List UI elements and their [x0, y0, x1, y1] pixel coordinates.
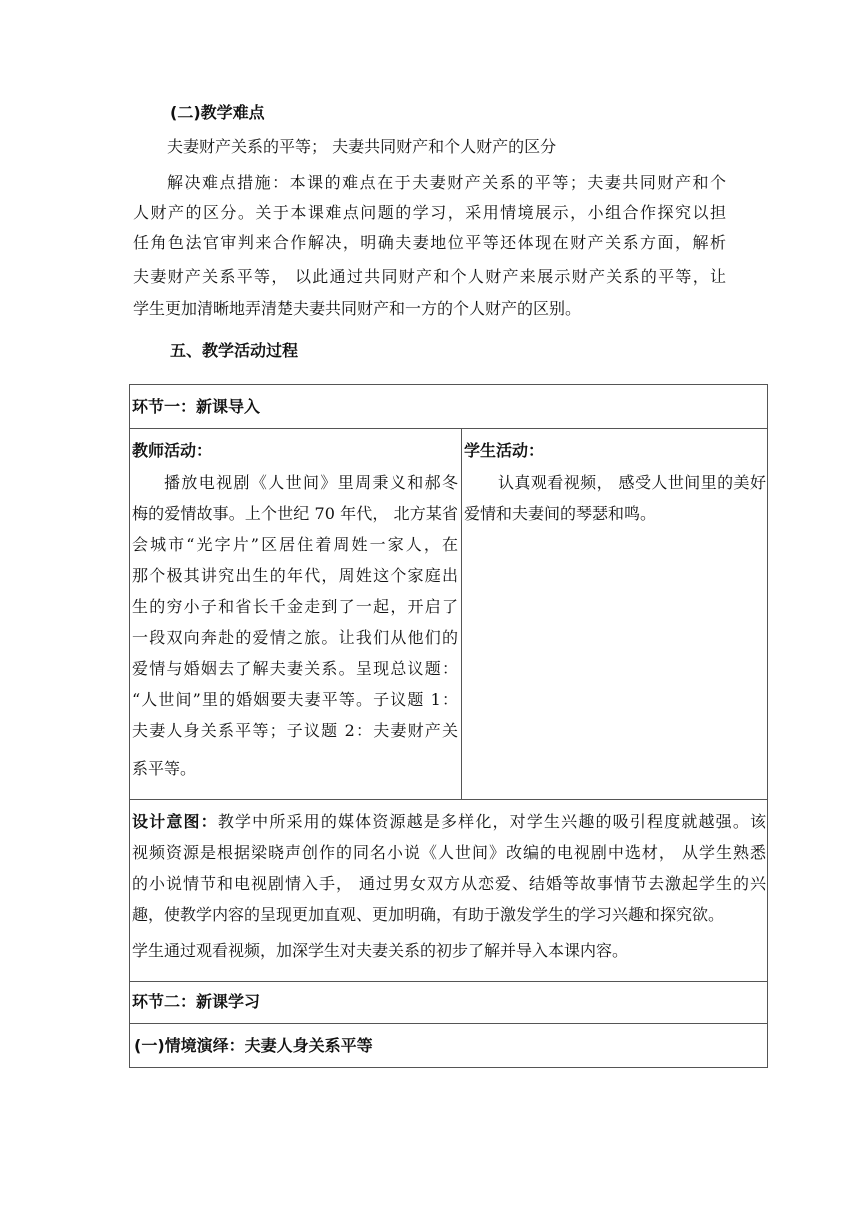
measures-line: 任角色法官审判来合作解决，明确夫妻地位平等还体现在财产关系方面，解析: [133, 233, 726, 252]
teacher-activity-text: [132, 473, 458, 779]
design-line: 的小说情节和电视剧情入手， 通过男女双方从恋爱、结婚等故事情节去激起学生的兴: [132, 874, 766, 893]
teacher-activity-cell: [130, 429, 462, 800]
teacher-line: 会城市“光字片”区居住着周姓一家人，在: [132, 535, 458, 554]
design-line: 学生通过观看视频，加深学生对夫妻关系的初步了解并导入本课内容。: [132, 941, 629, 960]
measures-line: 学生更加清晰地弄清楚夫妻共同财产和一方的个人财产的区别。: [133, 299, 582, 318]
section5-heading: 五、教学活动过程: [170, 341, 299, 360]
teacher-line: 梅的爱情故事。上个世纪 70 年代， 北方某省: [132, 504, 458, 523]
teacher-line: 系平等。: [132, 759, 197, 778]
stage1-title: 环节一：新课导入: [132, 397, 261, 416]
sub1-title: (一)情境演绎：夫妻人身关系平等: [134, 1036, 373, 1055]
teacher-line: 爱情与婚姻去了解夫妻关系。呈现总议题：: [132, 659, 458, 678]
design-line: 视频资源是根据梁晓声创作的同名小说《人世间》改编的电视剧中选材， 从学生熟悉: [132, 843, 766, 862]
design-first-text: 教学中所采用的媒体资源越是多样化，对学生兴趣的吸引程度就越强。该: [217, 812, 766, 831]
teacher-line: “人世间”里的婚姻要夫妻平等。子议题 1：: [132, 690, 458, 709]
design-intent-label: 设计意图：: [132, 812, 218, 831]
measures-line: 人财产的区分。关于本课难点问题的学习，采用情境展示，小组合作探究以担: [133, 203, 726, 222]
teacher-line: 一段双向奔赴的爱情之旅。让我们从他们的: [132, 628, 458, 647]
student-activity-cell: [462, 429, 768, 800]
stage2-row: [130, 982, 768, 1024]
student-line: 爱情和夫妻间的琴瑟和鸣。: [464, 504, 657, 523]
difficulty-points: 夫妻财产关系的平等； 夫妻共同财产和个人财产的区分: [167, 137, 557, 156]
measures-line: 夫妻财产关系平等， 以此通过共同财产和个人财产来展示财产关系的平等，让: [133, 267, 726, 286]
teacher-line: 夫妻人身关系平等；子议题 2：夫妻财产关: [132, 721, 458, 740]
difficulty-heading: (二)教学难点: [170, 103, 265, 122]
student-line: 认真观看视频， 感受人世间里的美好: [498, 473, 766, 492]
design-intent-text: [132, 812, 766, 961]
design-intent-cell: [130, 800, 768, 982]
teacher-line: 生的穷小子和省长千金走到了一起，开启了: [132, 597, 458, 616]
sub1-row: [130, 1024, 768, 1068]
activity-table: [129, 384, 768, 1068]
student-activity-text: [464, 473, 766, 524]
design-line: [132, 812, 766, 832]
stage2-title: 环节二：新课学习: [132, 992, 261, 1011]
teacher-activity-label: 教师活动：: [132, 441, 213, 460]
teacher-line: 那个极其讲究出生的年代，周姓这个家庭出: [132, 566, 458, 585]
teacher-line: 播放电视剧《人世间》里周秉义和郝冬: [164, 473, 458, 492]
stage1-row: [130, 385, 768, 429]
student-activity-label: 学生活动：: [464, 441, 545, 460]
design-line: 趣，使教学内容的呈现更加直观、更加明确，有助于激发学生的学习兴趣和探究欲。: [132, 905, 725, 924]
measures-line: 解决难点措施：本课的难点在于夫妻财产关系的平等；夫妻共同财产和个: [167, 173, 726, 192]
